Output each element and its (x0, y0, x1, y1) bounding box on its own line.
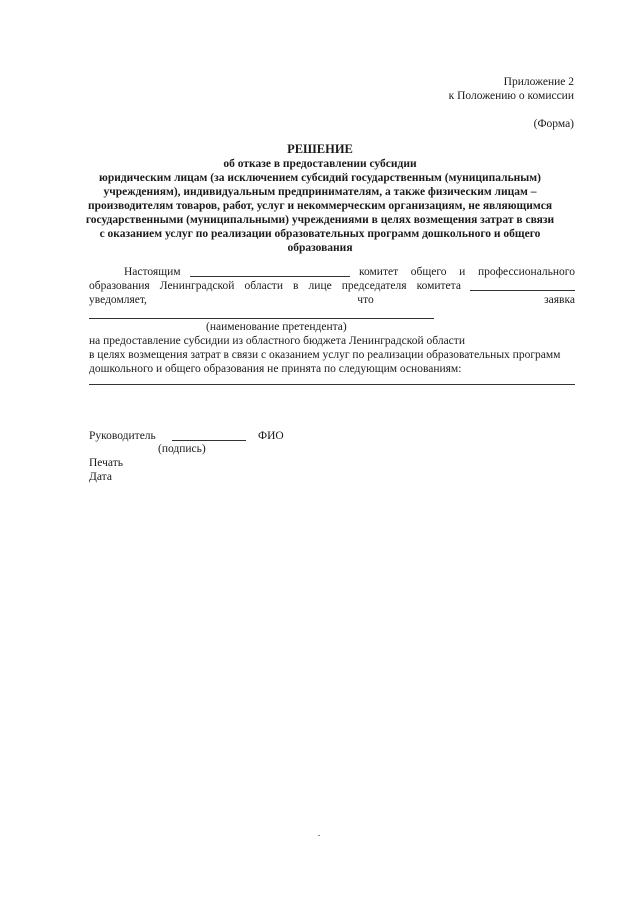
chairman-name-blank (470, 290, 575, 291)
title-line-7: образования (287, 242, 353, 254)
date-label: Дата (89, 471, 112, 483)
title-line-2: юридическим лицам (за исключением субсидий государственным (муниципальным) (99, 172, 541, 184)
word-professional: профессионального (477, 266, 575, 278)
title-line-3: учреждениям), индивидуальным предпринимателям, а также физическим лицам – (103, 186, 537, 198)
applicant-caption: (наименование претендента) (206, 321, 347, 333)
title-line-5: государственными (муниципальными) учреждениями в целях возмещения затрат в связи (85, 214, 555, 226)
word-education: образования (89, 280, 150, 292)
fio-label: ФИО (258, 430, 284, 442)
word-and: и (459, 266, 466, 278)
document-heading: РЕШЕНИЕ (287, 142, 353, 156)
word-committee: комитет (359, 266, 399, 278)
body-row2 (89, 279, 461, 293)
body-word-nastoyashchim: Настоящим (124, 266, 181, 278)
reasons-blank (89, 384, 575, 385)
head-label: Руководитель (89, 430, 156, 442)
subsidy-line: на предоставление субсидии из областного бюджета Ленинградской области (89, 335, 465, 347)
word-committee-2: комитета (416, 280, 461, 292)
purpose-line: в целях возмещения затрат в связи с оказанием услуг по реализации образовательных программ (89, 349, 561, 361)
body-row3 (89, 293, 575, 307)
appendix-label: Приложение 2 (503, 76, 574, 88)
word-that: что (357, 294, 374, 306)
word-region: области (244, 280, 283, 292)
title-line-1: об отказе в предоставлении субсидии (223, 158, 417, 170)
regulation-label: к Положению о комиссии (448, 90, 574, 102)
committee-name-blank (190, 276, 350, 277)
signature-caption: (подпись) (158, 443, 206, 455)
applicant-name-blank (89, 318, 434, 319)
word-notifies: уведомляет, (89, 294, 147, 306)
body-row1-tail (359, 265, 575, 279)
reasons-line: дошкольного и общего образования не принята по следующим основаниям: (89, 363, 462, 375)
word-general: общего (410, 266, 447, 278)
seal-label: Печать (89, 457, 123, 469)
scan-speck (318, 835, 320, 836)
title-line-4: производителям товаров, работ, услуг и некоммерческим организациям, не являющимся (87, 200, 553, 212)
word-leningrad: Ленинградской (159, 280, 235, 292)
word-chairman: председателя (341, 280, 407, 292)
title-line-6: с оказанием услуг по реализации образовательных программ дошкольного и общего (99, 228, 541, 240)
word-in: в (293, 280, 299, 292)
signature-blank (172, 440, 246, 441)
form-label: (Форма) (533, 118, 574, 130)
word-application: заявка (544, 294, 575, 306)
word-person: лице (308, 280, 332, 292)
